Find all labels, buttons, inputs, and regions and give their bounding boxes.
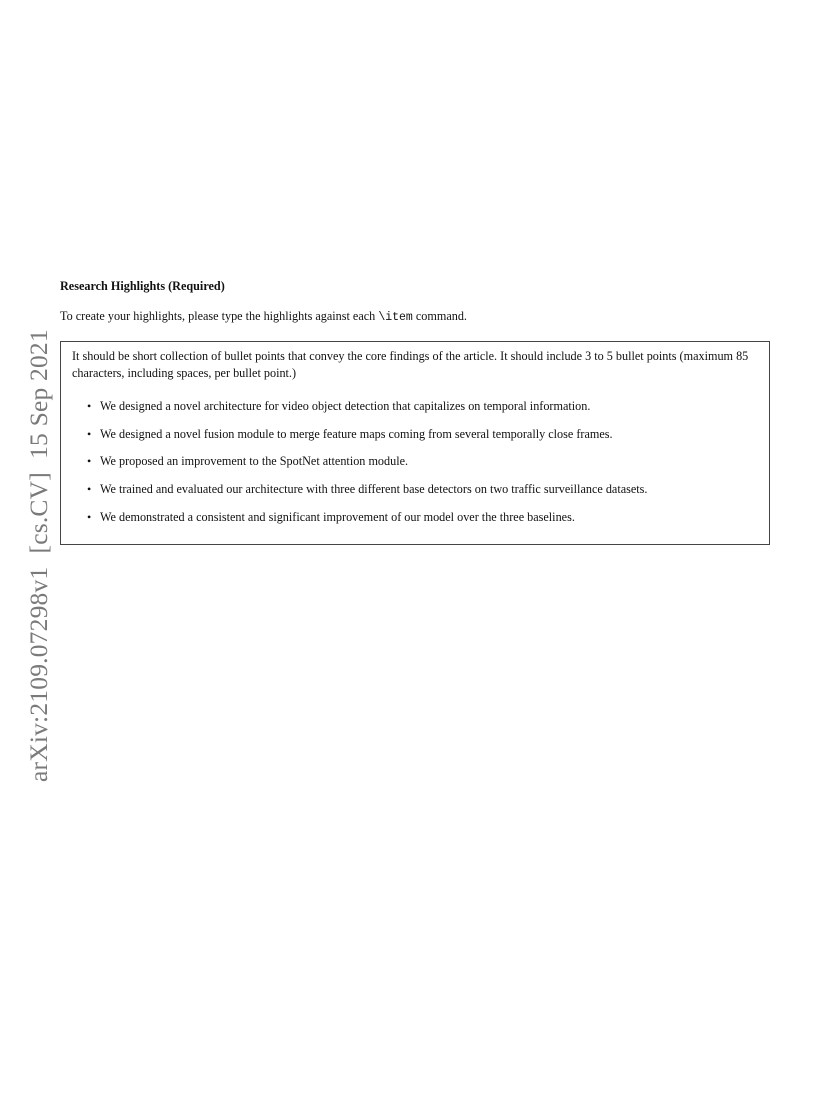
arxiv-identifier-stamp: arXiv:2109.07298v1 [cs.CV] 15 Sep 2021: [24, 329, 53, 782]
highlight-text: We designed a novel architecture for video object detection that capitalizes on temporal information.: [100, 399, 591, 413]
bullet-icon: •: [87, 426, 92, 441]
instruction-text: [60, 309, 467, 324]
instruction-text-start: To create your highlights, please type the highlights against each: [60, 309, 379, 323]
bullet-icon: •: [87, 509, 92, 524]
section-title: Research Highlights (Required): [60, 279, 225, 293]
bullet-icon: •: [87, 482, 92, 497]
instruction-text-end: command.: [412, 309, 467, 323]
item-command-code: \item: [378, 311, 413, 324]
highlights-box: [60, 341, 770, 545]
bullet-icon: •: [87, 399, 92, 413]
highlight-text: We designed a novel fusion module to merge feature maps coming from several temporally close frames.: [100, 426, 613, 441]
bullet-icon: •: [87, 454, 92, 469]
highlight-text: We trained and evaluated our architecture with three different base detectors on two traffic surveillance datasets.: [100, 482, 648, 497]
highlight-text: We demonstrated a consistent and significant improvement of our model over the three baselines.: [100, 509, 575, 524]
highlights-intro: It should be short collection of bullet points that convey the core findings of the article. It should include 3 to 5 bullet points (maximum 85 characters, including spaces, per bullet point.): [72, 349, 749, 380]
highlight-text: We proposed an improvement to the SpotNet attention module.: [100, 454, 409, 469]
